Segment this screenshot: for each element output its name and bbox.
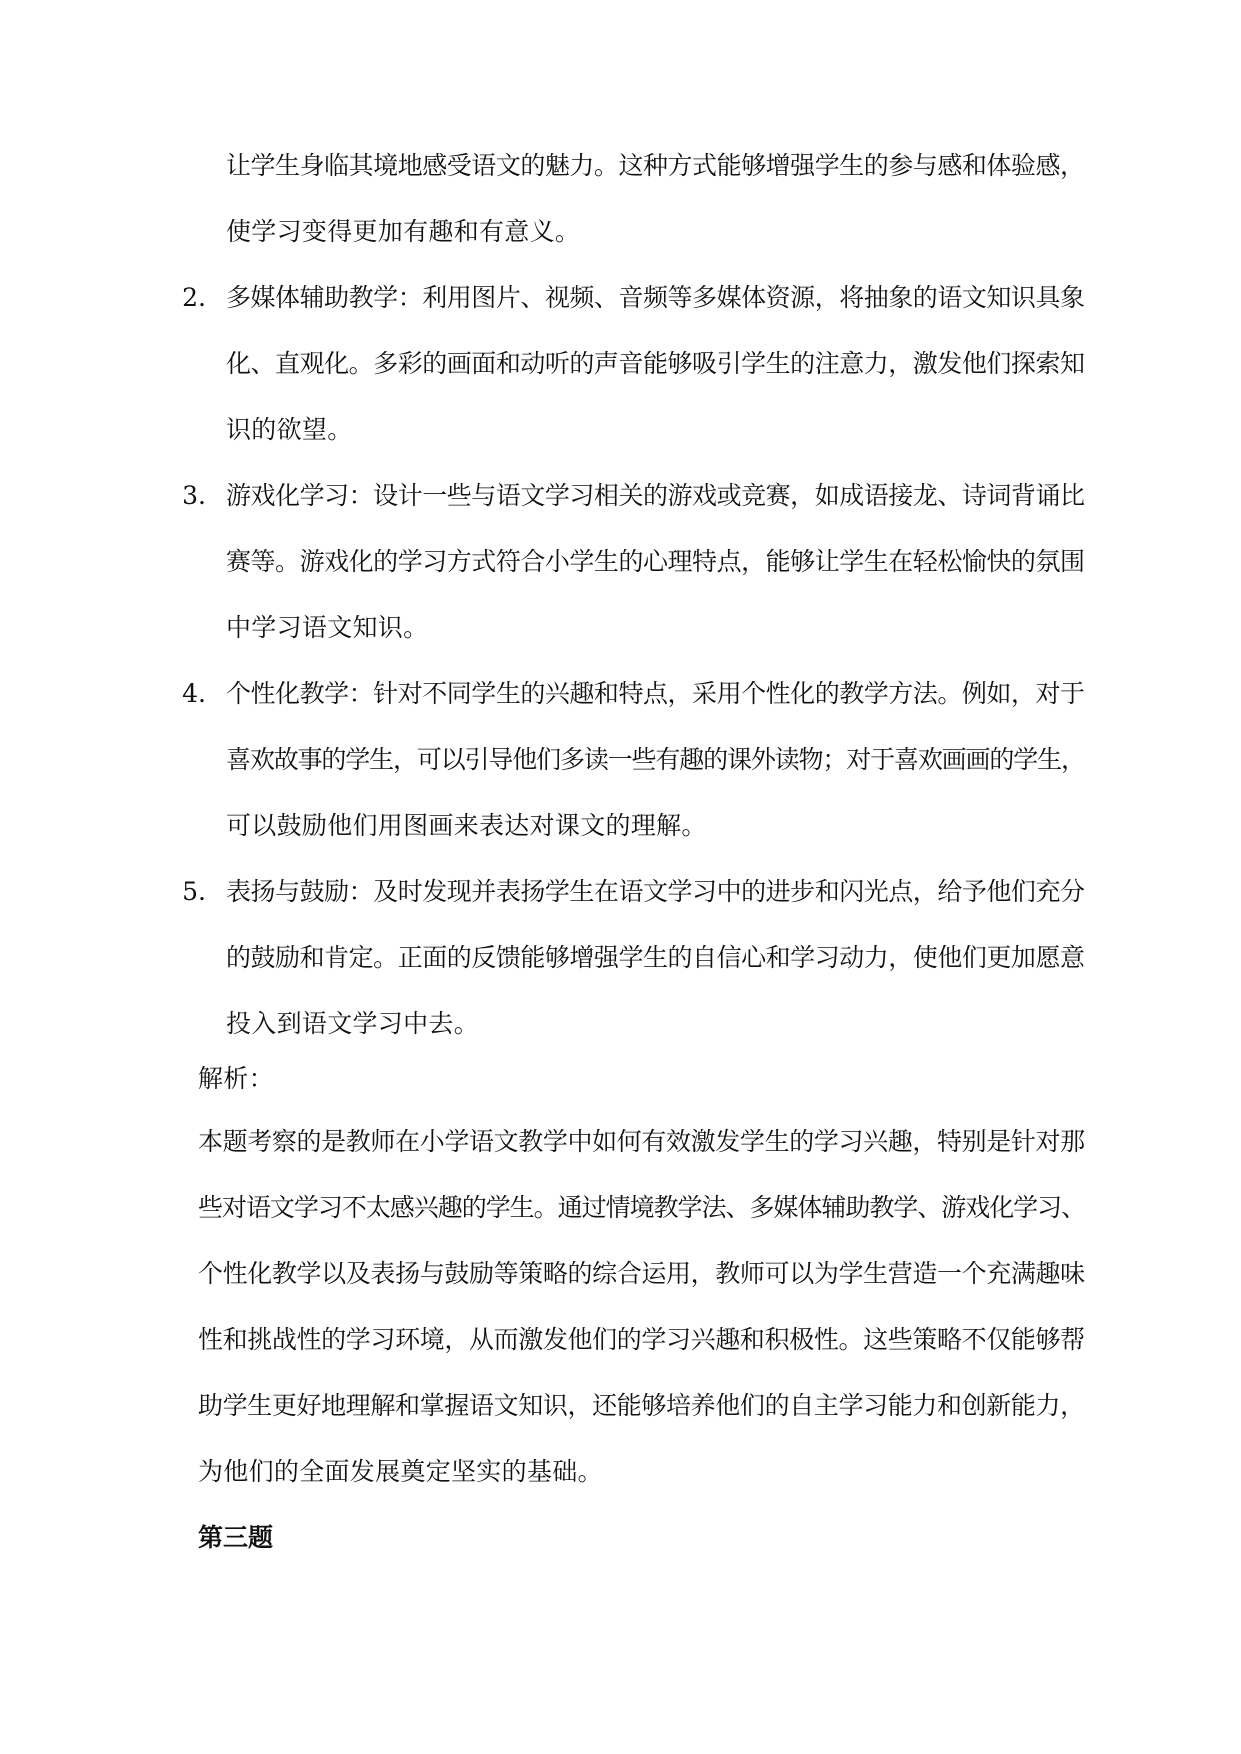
list-item-number: 2.	[182, 283, 206, 312]
list-item-line: 中学习语文知识。	[226, 613, 429, 642]
list-continuation-line: 让学生身临其境地感受语文的魅力。这种方式能够增强学生的参与感和体验感，	[226, 151, 1085, 180]
list-item-line: 表扬与鼓励：及时发现并表扬学生在语文学习中的进步和闪光点，给予他们充分	[226, 877, 1085, 906]
analysis-label: 解析：	[198, 1064, 274, 1093]
analysis-line: 本题考察的是教师在小学语文教学中如何有效激发学生的学习兴趣，特别是针对那	[198, 1127, 1085, 1156]
list-item-line: 游戏化学习：设计一些与语文学习相关的游戏或竞赛，如成语接龙、诗词背诵比	[226, 481, 1085, 510]
list-item-line: 化、直观化。多彩的画面和动听的声音能够吸引学生的注意力，激发他们探索知	[226, 349, 1085, 378]
list-item-line: 识的欲望。	[226, 415, 353, 444]
list-item-line: 的鼓励和肯定。正面的反馈能够增强学生的自信心和学习动力，使他们更加愿意	[226, 943, 1085, 972]
list-item-line: 赛等。游戏化的学习方式符合小学生的心理特点，能够让学生在轻松愉快的氛围	[226, 547, 1085, 576]
list-item-number: 5.	[182, 877, 206, 906]
list-item-number: 4.	[182, 679, 206, 708]
list-item-line: 个性化教学：针对不同学生的兴趣和特点，采用个性化的教学方法。例如，对于	[226, 679, 1085, 708]
analysis-line: 些对语文学习不太感兴趣的学生。通过情境教学法、多媒体辅助教学、游戏化学习、	[198, 1193, 1086, 1222]
analysis-line: 个性化教学以及表扬与鼓励等策略的综合运用，教师可以为学生营造一个充满趣味	[198, 1259, 1085, 1288]
list-continuation-line: 使学习变得更加有趣和有意义。	[226, 217, 581, 246]
list-item-line: 多媒体辅助教学：利用图片、视频、音频等多媒体资源，将抽象的语文知识具象	[226, 283, 1085, 312]
list-item-number: 3.	[182, 481, 206, 510]
analysis-line: 助学生更好地理解和掌握语文知识，还能够培养他们的自主学习能力和创新能力，	[198, 1391, 1085, 1420]
list-item-line: 可以鼓励他们用图画来表达对课文的理解。	[226, 811, 707, 840]
analysis-line: 为他们的全面发展奠定坚实的基础。	[198, 1457, 603, 1486]
list-item-line: 投入到语文学习中去。	[226, 1009, 480, 1038]
analysis-line: 性和挑战性的学习环境，从而激发他们的学习兴趣和积极性。这些策略不仅能够帮	[198, 1325, 1085, 1354]
list-item-line: 喜欢故事的学生，可以引导他们多读一些有趣的课外读物；对于喜欢画画的学生，	[226, 745, 1085, 774]
section-heading: 第三题	[198, 1523, 274, 1552]
